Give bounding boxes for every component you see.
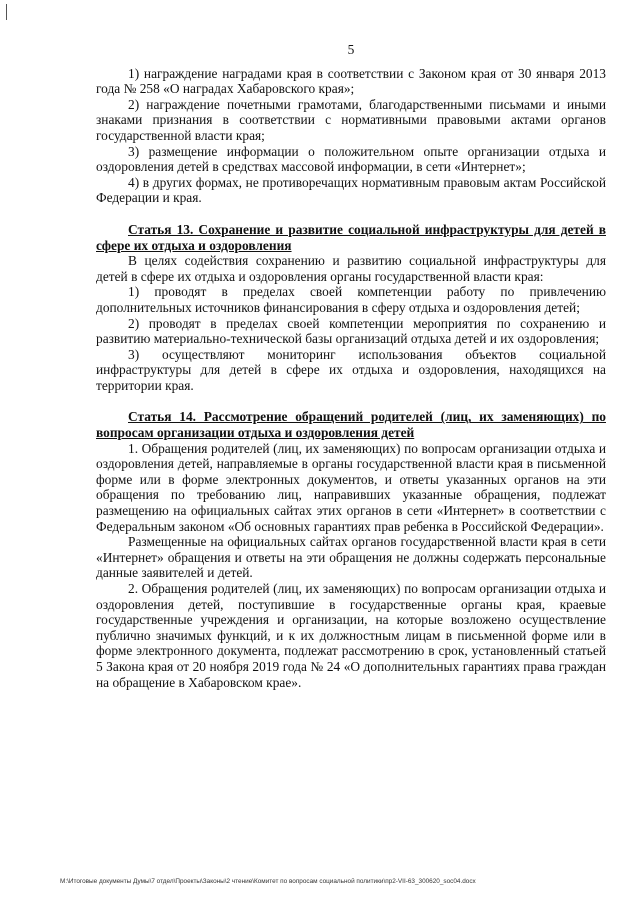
list-item: 2) награждение почетными грамотами, благодарственными письмами и иными знаками признания в соответствии с нормативными правовыми актами органов государственной власти края; <box>96 96 606 143</box>
document-page <box>96 42 606 690</box>
article-14-heading: Статья 14. Рассмотрение обращений родителей (лиц, их заменяющих) по вопросам организации отдыха и оздоровления детей <box>96 409 606 441</box>
spacer <box>96 393 606 409</box>
list-item: 1) награждение наградами края в соответствии с Законом края от 30 января 2013 года № 258 «О наградах Хабаровского края»; <box>96 65 606 97</box>
paragraph: 1. Обращения родителей (лиц, их заменяющих) по вопросам организации отдыха и оздоровления детей, направляемые в органы государственной власти края в письменной форме или в форме электронных документов, и ответы указанных органов на эти обращения по требованию лиц, направивших указанные обращения, подлежат размещению на официальных сайтах этих органов в сети «Интернет» в соответствии с Федеральным законом «Об основных гарантиях прав ребенка в Российской Федерации». <box>96 440 606 534</box>
list-item: 3) осуществляют мониторинг использования объектов социальной инфраструктуры для детей в сфере их отдыха и оздоровления, находящихся на территории края. <box>96 346 606 393</box>
list-item: 3) размещение информации о положительном опыте организации отдыха и оздоровления детей в средствах массовой информации, в сети «Интернет»; <box>96 143 606 175</box>
list-item: 2) проводят в пределах своей компетенции мероприятия по сохранению и развитию материально-технической базы организаций отдыха детей и их оздоровления; <box>96 315 606 347</box>
list-item: 1) проводят в пределах своей компетенции работу по привлечению дополнительных источников финансирования в сферу отдыха и оздоровления детей; <box>96 284 606 315</box>
scan-edge-mark <box>6 4 7 20</box>
spacer <box>96 206 606 222</box>
article-13-heading: Статья 13. Сохранение и развитие социальной инфраструктуры для детей в сфере их отдыха и оздоровления <box>96 221 606 253</box>
page-number: 5 <box>347 42 355 57</box>
footer-file-path: M:\Итоговые документы Думы\7 отдел\Проекты\Законы\2 чтение\Комитет по вопросам социальной политики\пр2-VII-63_300620_soc04.docx <box>60 878 476 885</box>
list-item: 4) в других формах, не противоречащих нормативным правовым актам Российской Федерации и края. <box>96 174 606 206</box>
paragraph: 2. Обращения родителей (лиц, их заменяющих) по вопросам организации отдыха и оздоровления детей, поступившие в государственные органы края, краевые государственные учреждения и организации, на которые возложено осуществление публично значимых функций, и к их должностным лицам в письменной форме или в форме электронного документа, подлежат рассмотрению в срок, установленный статьей 5 Закона края от 20 ноября 2019 года № 24 «О дополнительных гарантиях права граждан на обращение в Хабаровском крае». <box>96 581 606 690</box>
paragraph: Размещенные на официальных сайтах органов государственной власти края в сети «Интернет» обращения и ответы на эти обращения не должны содержать персональные данные заявителей и детей. <box>96 534 606 581</box>
paragraph: В целях содействия сохранению и развитию социальной инфраструктуры для детей в сфере их отдыха и оздоровления органы государственной власти края: <box>96 253 606 284</box>
